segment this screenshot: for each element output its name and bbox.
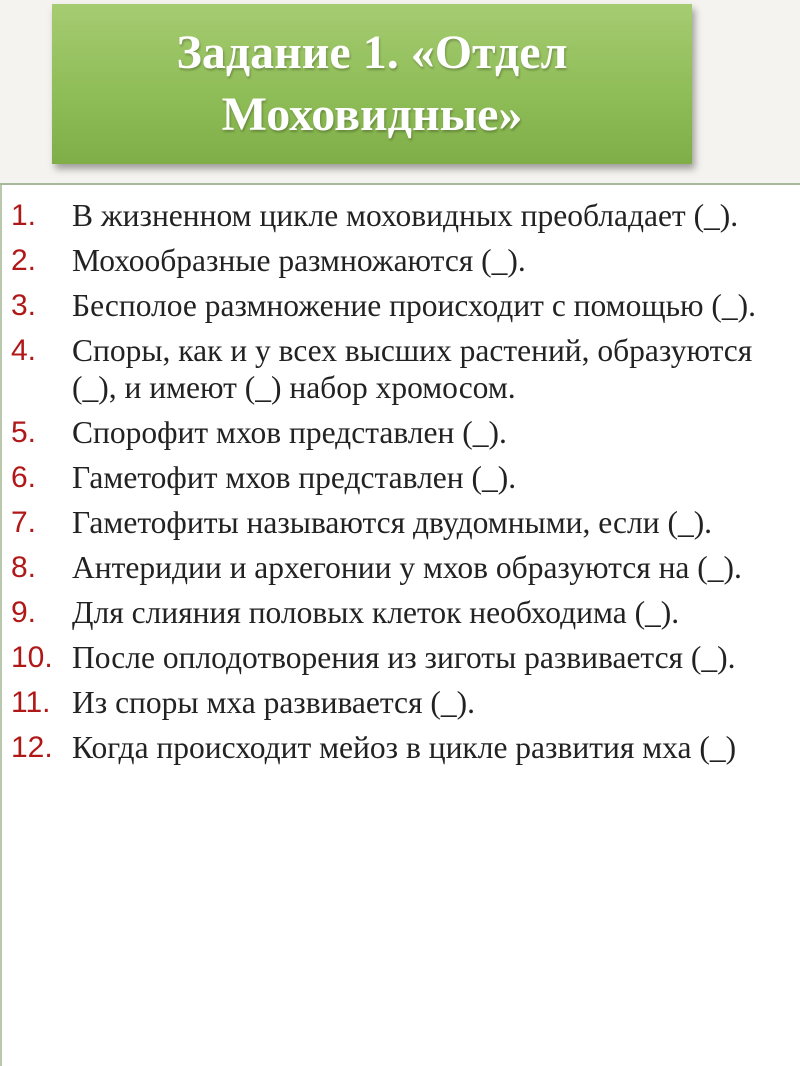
list-item [0,459,800,496]
item-text: Когда происходит мейоз в цикле развития мха (_) [72,730,737,765]
list-item [0,729,800,766]
title-banner [52,4,692,164]
item-text: Спорофит мхов представлен (_). [72,415,507,450]
item-text: Споры, как и у всех высших растений, образуются (_), и имеют (_) набор хромосом. [72,333,753,405]
list-item [0,242,800,279]
item-number: 7. [11,506,37,539]
item-number: 10. [11,641,53,674]
list-item [0,197,800,234]
item-number: 3. [11,289,37,322]
list-item [0,287,800,324]
item-number: 8. [11,551,37,584]
item-number: 6. [11,461,37,494]
list-item [0,504,800,541]
item-number: 5. [11,416,37,449]
item-text: Мохообразные размножаются (_). [72,243,526,278]
item-number: 12. [11,731,53,764]
item-number: 1. [11,199,37,232]
item-text: Бесполое размножение происходит с помощью (_). [72,288,757,323]
item-number: 2. [11,244,37,277]
list-item [0,332,800,406]
item-text: Для слияния половых клеток необходима (_). [72,595,680,630]
item-text: Из споры мха развивается (_). [72,685,475,720]
item-text: В жизненном цикле моховидных преобладает (_). [72,198,739,233]
list-item [0,639,800,676]
item-text: После оплодотворения из зиготы развивается (_). [72,640,736,675]
list-item [0,414,800,451]
item-text: Антеридии и архегонии у мхов образуются на (_). [72,550,742,585]
item-number: 4. [11,334,37,367]
item-number: 9. [11,596,37,629]
list-item [0,684,800,721]
page-title: Задание 1. «Отдел Моховидные» [176,26,568,141]
item-text: Гаметофиты называются двудомными, если (_). [72,505,713,540]
header-divider [0,183,800,185]
item-text: Гаметофит мхов представлен (_). [72,460,517,495]
list-item [0,549,800,586]
item-number: 11. [11,686,51,719]
task-list [0,197,800,774]
list-item [0,594,800,631]
